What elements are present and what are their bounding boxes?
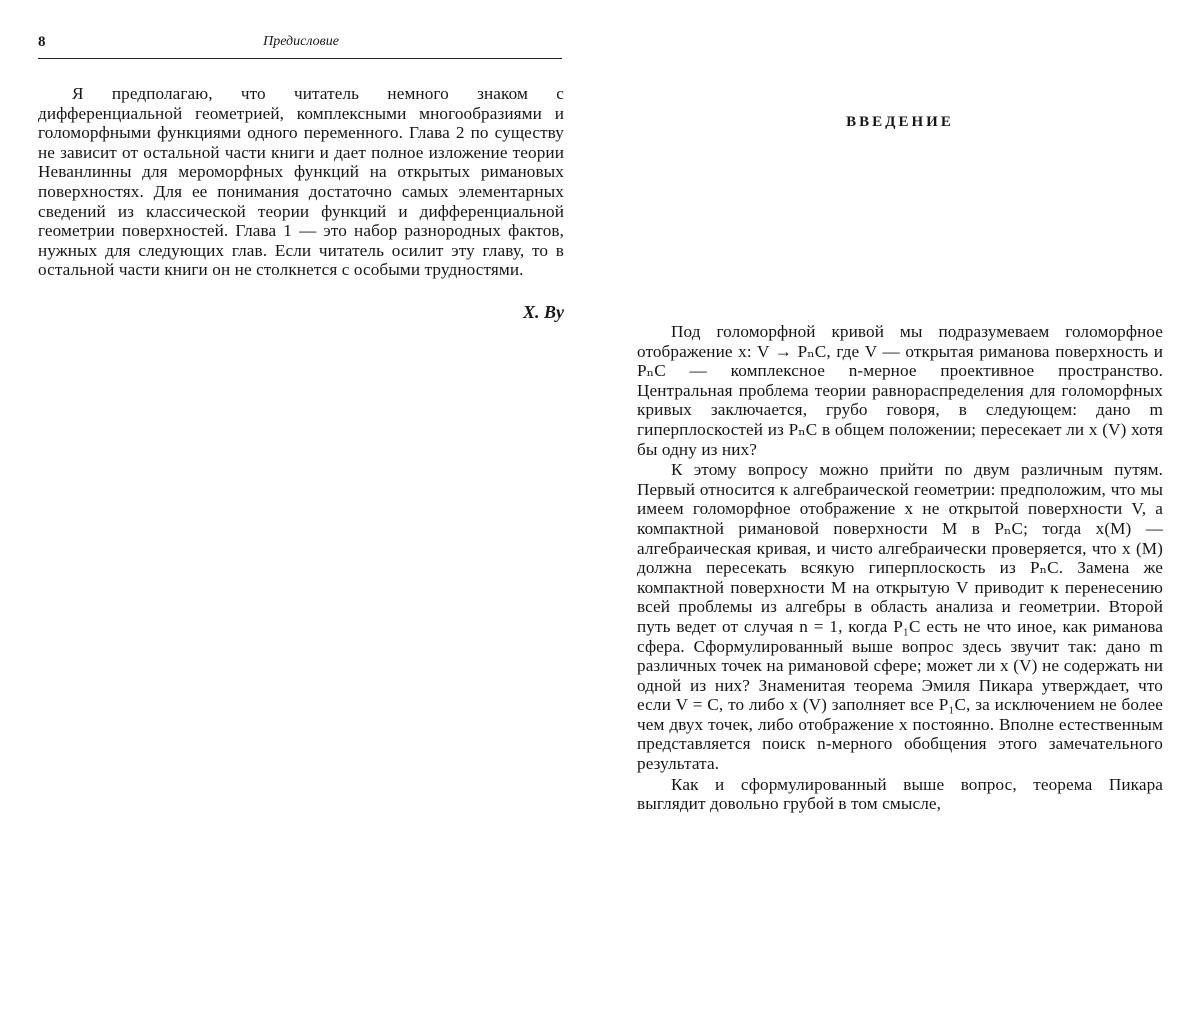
running-title: Предисловие <box>263 34 339 49</box>
body-paragraph: К этому вопросу можно прийти по двум различным путям. Первый относится к алгебраической геометрии: предположим, что мы имеем голоморфное отображение x не открытой поверхности V, а компактной римановой поверхности M в PₙC; тогда x(M) — алгебраическая кривая, и чисто алгебраически проверяется, что x (M) должна пересекать всякую гиперплоскость из PₙC. Замена же компактной поверхности M на открытую V приводит к перенесению всей проблемы из алгебры в область анализа и геометрии. Второй путь ведет от случая n = 1, когда P₁C есть не что иное, как риманова сфера. Сформулированный выше вопрос здесь звучит так: дано m различных точек на римановой сфере; может ли x (V) не содержать ни одной из них? Знаменитая теорема Эмиля Пикара утверждает, что если V = C, то либо x (V) заполняет все P₁C, за исключением не более чем двух точек, либо отображение x постоянно. Вполне естественным представляется поиск n-мерного обобщения этого замечательного результата. <box>637 460 1163 774</box>
introduction-body <box>637 322 1163 814</box>
preface-paragraph: Я предполагаю, что читатель немного знаком с дифференциальной геометрией, комплексными многообразиями и голоморфными функциями одного переменного. Глава 2 по существу не зависит от остальной части книги и дает полное изложение теории Неванлинны для мероморфных функций на открытых римановых поверхностях. Для ее понимания достаточно самых элементарных сведений из классической теории функций и дифференциальной геометрии поверхностей. Глава 1 — это набор разнородных фактов, нужных для следующих глав. Если читатель осилит эту главу, то в остальной части книги он не столкнется с особыми трудностями. <box>38 84 564 280</box>
page-number: 8 <box>38 34 46 50</box>
chapter-title: ВВЕДЕНИЕ <box>846 114 954 130</box>
running-head <box>38 34 564 60</box>
author-signature: X. Ву <box>522 301 564 322</box>
left-page <box>38 0 564 323</box>
body-paragraph: Под голоморфной кривой мы подразумеваем голоморфное отображение x: V → PₙC, где V — открытая риманова поверхность и PₙC — комплексное n-мерное проективное пространство. Центральная проблема теории равнораспределения для голоморфных кривых заключается, грубо говоря, в следующем: дано m гиперплоскостей из PₙC в общем положении; пересекает ли x (V) хотя бы одну из них? <box>637 322 1163 459</box>
header-rule <box>38 58 562 59</box>
body-paragraph: Как и сформулированный выше вопрос, теорема Пикара выглядит довольно грубой в том смысле, <box>637 774 1163 814</box>
